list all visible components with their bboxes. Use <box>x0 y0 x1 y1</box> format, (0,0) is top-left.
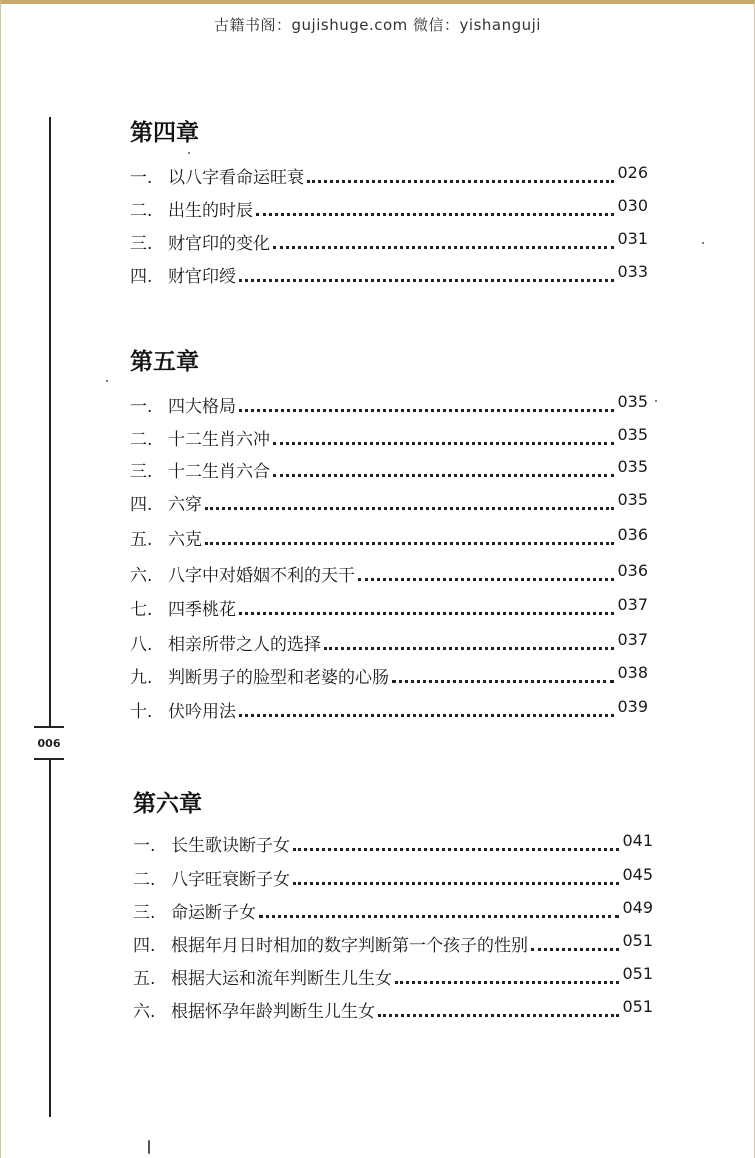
toc-entry-number: 五. <box>133 969 156 989</box>
toc-entry-page: 030 <box>617 196 648 215</box>
toc-entry-title: 出生的时辰 <box>168 201 253 221</box>
dot-leader <box>239 279 614 282</box>
site-banner: 古籍书阁：gujishuge.com 微信：yishanguji <box>214 16 541 34</box>
toc-entry[interactable] <box>130 696 648 722</box>
toc-entry-page: 036 <box>617 561 648 580</box>
chapter-title: 第四章 <box>130 119 199 146</box>
toc-entry-page: 051 <box>622 964 653 983</box>
dot-leader <box>259 915 619 918</box>
margin-rule <box>49 117 51 1117</box>
toc-entry-number: 四. <box>130 495 153 515</box>
toc-entry-page: 031 <box>617 229 648 248</box>
toc-entry[interactable] <box>133 963 653 989</box>
toc-entry-page: 035 <box>617 490 648 509</box>
toc-entry[interactable] <box>130 162 648 188</box>
toc-entry-number: 三. <box>130 234 153 254</box>
toc-entry-page: 035 <box>617 392 648 411</box>
toc-entry-title: 十二生肖六冲 <box>168 430 270 450</box>
toc-entry-page: 037 <box>617 595 648 614</box>
scan-speck <box>106 380 108 382</box>
toc-entry-number: 二. <box>130 201 153 221</box>
toc-entry-title: 根据怀孕年龄判断生儿生女 <box>171 1002 375 1022</box>
toc-entry-title: 十二生肖六合 <box>168 462 270 482</box>
toc-entry[interactable] <box>130 524 648 550</box>
dot-leader <box>273 246 614 249</box>
toc-entry-title: 伏吟用法 <box>168 702 236 722</box>
dot-leader <box>239 612 614 615</box>
dot-leader <box>307 180 614 183</box>
toc-entry[interactable] <box>130 261 648 287</box>
toc-entry-number: 五. <box>130 530 153 550</box>
dot-leader <box>205 542 614 545</box>
toc-entry[interactable] <box>133 830 653 856</box>
scan-speck <box>188 152 190 154</box>
toc-entry-page: 036 <box>617 525 648 544</box>
toc-entry-title: 命运断子女 <box>171 903 256 923</box>
toc-entry[interactable] <box>130 391 648 417</box>
toc-entry[interactable] <box>133 897 653 923</box>
toc-entry-title: 以八字看命运旺衰 <box>168 168 304 188</box>
toc-entry-page: 038 <box>617 663 648 682</box>
scan-speck <box>702 242 704 244</box>
toc-entry[interactable] <box>130 560 648 586</box>
dot-leader <box>324 647 614 650</box>
toc-entry[interactable] <box>133 930 653 956</box>
dot-leader <box>293 882 619 885</box>
toc-entry[interactable] <box>130 228 648 254</box>
toc-entry-title: 财官印的变化 <box>168 234 270 254</box>
scan-speck <box>655 400 657 402</box>
toc-entry-page: 035 <box>617 457 648 476</box>
dot-leader <box>531 948 619 951</box>
toc-entry-number: 九. <box>130 668 153 688</box>
toc-entry[interactable] <box>130 662 648 688</box>
toc-entry-number: 八. <box>130 635 153 655</box>
toc-entry-title: 财官印绶 <box>168 267 236 287</box>
toc-entry-title: 判断男子的脸型和老婆的心肠 <box>168 668 389 688</box>
toc-entry[interactable] <box>133 996 653 1022</box>
dot-leader <box>293 848 619 851</box>
dot-leader <box>239 714 614 717</box>
toc-entry-number: 三. <box>130 462 153 482</box>
toc-entry-title: 六穿 <box>168 495 202 515</box>
toc-entry[interactable] <box>130 195 648 221</box>
toc-entry-page: 041 <box>622 831 653 850</box>
dot-leader <box>239 409 614 412</box>
toc-entry-number: 二. <box>133 870 156 890</box>
toc-entry-title: 四大格局 <box>168 397 236 417</box>
scan-speck <box>148 1140 150 1154</box>
dot-leader <box>395 981 619 984</box>
toc-entry-number: 一. <box>133 836 156 856</box>
toc-entry-number: 十. <box>130 702 153 722</box>
toc-entry-page: 051 <box>622 997 653 1016</box>
toc-entry-number: 四. <box>133 936 156 956</box>
toc-entry-title: 根据年月日时相加的数字判断第一个孩子的性别 <box>171 936 528 956</box>
toc-entry-page: 039 <box>617 697 648 716</box>
toc-entry-number: 七. <box>130 600 153 620</box>
dot-leader <box>392 680 614 683</box>
toc-entry-number: 六. <box>133 1002 156 1022</box>
toc-entry[interactable] <box>133 864 653 890</box>
chapter-title: 第五章 <box>130 348 199 375</box>
chapter-title: 第六章 <box>133 790 202 817</box>
toc-entry-title: 六克 <box>168 530 202 550</box>
toc-entry[interactable] <box>130 594 648 620</box>
dot-leader <box>256 213 614 216</box>
toc-entry[interactable] <box>130 456 648 482</box>
dot-leader <box>205 507 614 510</box>
toc-entry-page: 045 <box>622 865 653 884</box>
toc-entry[interactable] <box>130 489 648 515</box>
toc-entry-title: 八字旺衰断子女 <box>171 870 290 890</box>
toc-entry-title: 根据大运和流年判断生儿生女 <box>171 969 392 989</box>
toc-entry-number: 四. <box>130 267 153 287</box>
toc-entry-page: 049 <box>622 898 653 917</box>
dot-leader <box>358 578 614 581</box>
page-number-tick-bottom <box>34 758 64 760</box>
toc-entry-page: 037 <box>617 630 648 649</box>
toc-entry-number: 一. <box>130 397 153 417</box>
toc-entry[interactable] <box>130 424 648 450</box>
dot-leader <box>378 1014 619 1017</box>
page-number: 006 <box>34 728 64 758</box>
toc-entry-number: 三. <box>133 903 156 923</box>
toc-entry-page: 035 <box>617 425 648 444</box>
dot-leader <box>273 442 614 445</box>
toc-entry-title: 长生歌诀断子女 <box>171 836 290 856</box>
toc-entry-page: 026 <box>617 163 648 182</box>
toc-entry-number: 二. <box>130 430 153 450</box>
toc-entry[interactable] <box>130 629 648 655</box>
toc-entry-page: 051 <box>622 931 653 950</box>
toc-entry-title: 八字中对婚姻不利的天干 <box>168 566 355 586</box>
toc-entry-title: 相亲所带之人的选择 <box>168 635 321 655</box>
toc-entry-title: 四季桃花 <box>168 600 236 620</box>
toc-entry-number: 一. <box>130 168 153 188</box>
toc-entry-page: 033 <box>617 262 648 281</box>
toc-entry-number: 六. <box>130 566 153 586</box>
dot-leader <box>273 474 614 477</box>
